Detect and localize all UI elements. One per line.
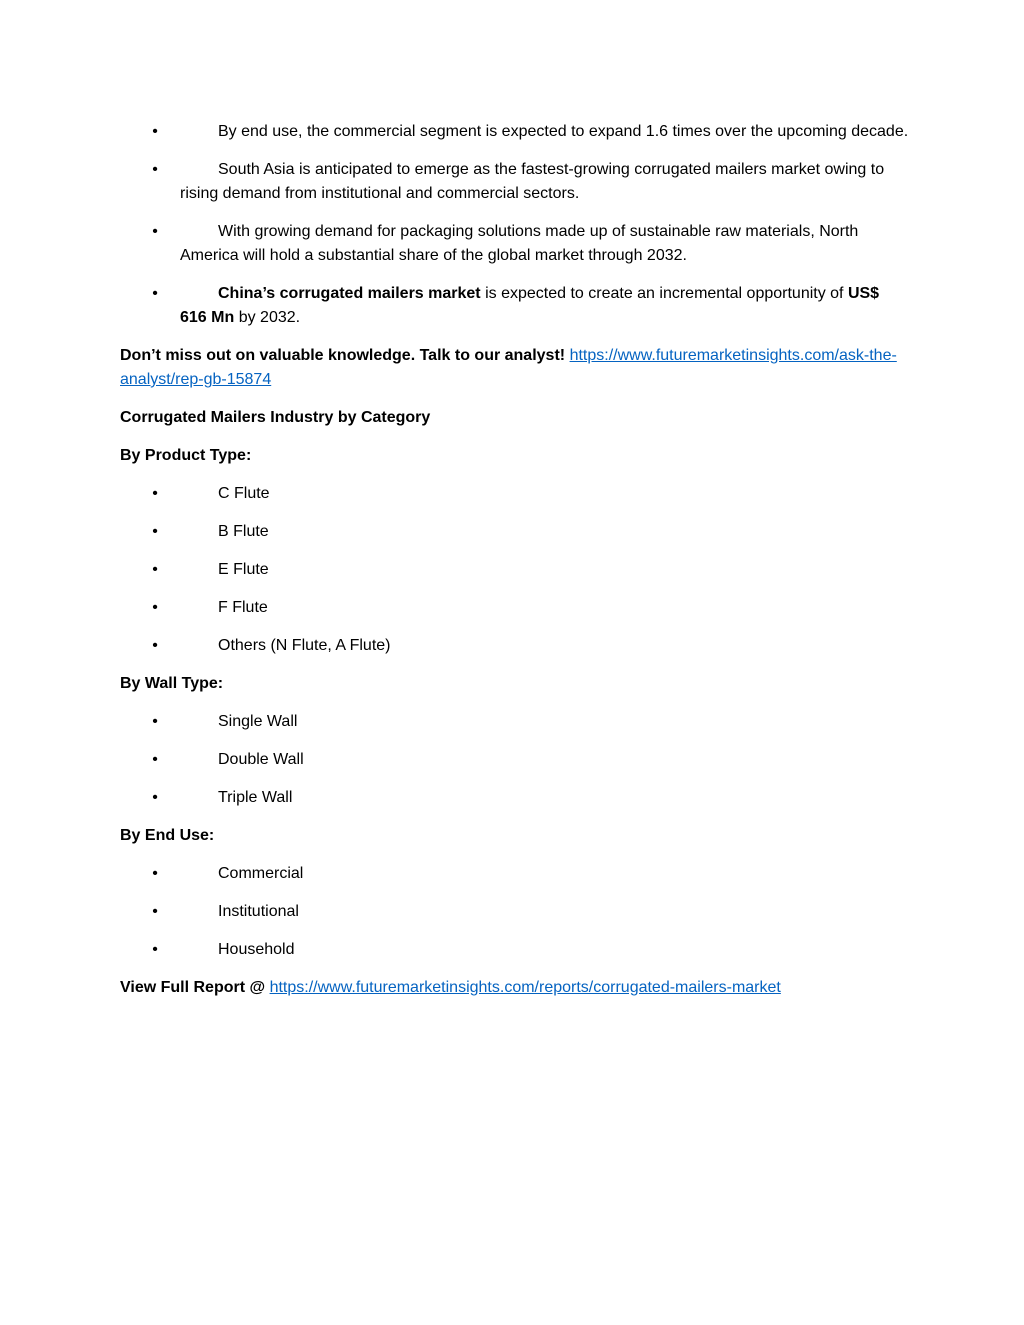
list-item-label: Triple Wall (218, 789, 293, 806)
list-item (120, 786, 910, 810)
category-heading: Corrugated Mailers Industry by Category (120, 409, 431, 426)
highlight-text: by 2032. (234, 309, 301, 326)
document-content (120, 120, 910, 1014)
list-item (120, 710, 910, 734)
list-item-label: Commercial (218, 865, 304, 882)
analyst-callout (120, 344, 910, 392)
analyst-link[interactable]: https://www.futuremarketinsights.com/ask-the-analyst/rep-gb-15874 (120, 347, 897, 388)
bullet-icon: • (152, 941, 158, 958)
list-item (120, 120, 910, 144)
list-item-label: F Flute (218, 599, 268, 616)
bullet-icon: • (152, 751, 158, 768)
product-type-list (120, 482, 910, 658)
list-item-label: Household (218, 941, 295, 958)
product-type-heading: By Product Type: (120, 447, 252, 464)
list-item-label: B Flute (218, 523, 269, 540)
wall-type-list (120, 710, 910, 810)
bullet-icon: • (152, 285, 158, 302)
list-item (120, 862, 910, 886)
list-item-label: Others (N Flute, A Flute) (218, 637, 391, 654)
list-item (120, 938, 910, 962)
end-use-heading: By End Use: (120, 827, 215, 844)
list-item (120, 748, 910, 772)
bullet-icon: • (152, 789, 158, 806)
list-item (120, 520, 910, 544)
list-item-label: C Flute (218, 485, 270, 502)
highlights-list (120, 120, 910, 330)
full-report-link[interactable]: https://www.futuremarketinsights.com/reports/corrugated-mailers-market (269, 979, 781, 996)
bullet-icon: • (152, 903, 158, 920)
full-report-label: View Full Report @ (120, 979, 266, 996)
bullet-icon: • (152, 865, 158, 882)
list-item (120, 220, 910, 268)
highlight-text: South Asia is anticipated to emerge as the fastest-growing corrugated mailers market owing to rising demand from institutional and commercial sectors. (180, 161, 885, 202)
bullet-icon: • (152, 599, 158, 616)
list-item (120, 558, 910, 582)
bullet-icon: • (152, 637, 158, 654)
highlight-text: By end use, the commercial segment is expected to expand 1.6 times over the upcoming decade. (218, 123, 909, 140)
highlight-bold-value: US$ 616 Mn (180, 285, 880, 326)
list-item (120, 158, 910, 206)
list-item (120, 596, 910, 620)
list-item-label: E Flute (218, 561, 269, 578)
bullet-icon: • (152, 561, 158, 578)
list-item-label: Institutional (218, 903, 299, 920)
bullet-icon: • (152, 223, 158, 240)
bullet-icon: • (152, 161, 158, 178)
list-item (120, 482, 910, 506)
bullet-icon: • (152, 485, 158, 502)
bullet-icon: • (152, 523, 158, 540)
bullet-icon: • (152, 713, 158, 730)
bullet-icon: • (152, 123, 158, 140)
list-item (120, 900, 910, 924)
list-item (120, 282, 910, 330)
list-item-label: Single Wall (218, 713, 298, 730)
analyst-label: Don’t miss out on valuable knowledge. Talk to our analyst! (120, 347, 566, 364)
highlight-text: is expected to create an incremental opportunity of (480, 285, 848, 302)
wall-type-heading: By Wall Type: (120, 675, 224, 692)
highlight-text: With growing demand for packaging solutions made up of sustainable raw materials, North America will hold a substantial share of the global market through 2032. (180, 223, 859, 264)
highlight-bold-text: China’s corrugated mailers market (218, 285, 481, 302)
end-use-list (120, 862, 910, 962)
full-report-line (120, 976, 910, 1000)
list-item-label: Double Wall (218, 751, 304, 768)
list-item (120, 634, 910, 658)
